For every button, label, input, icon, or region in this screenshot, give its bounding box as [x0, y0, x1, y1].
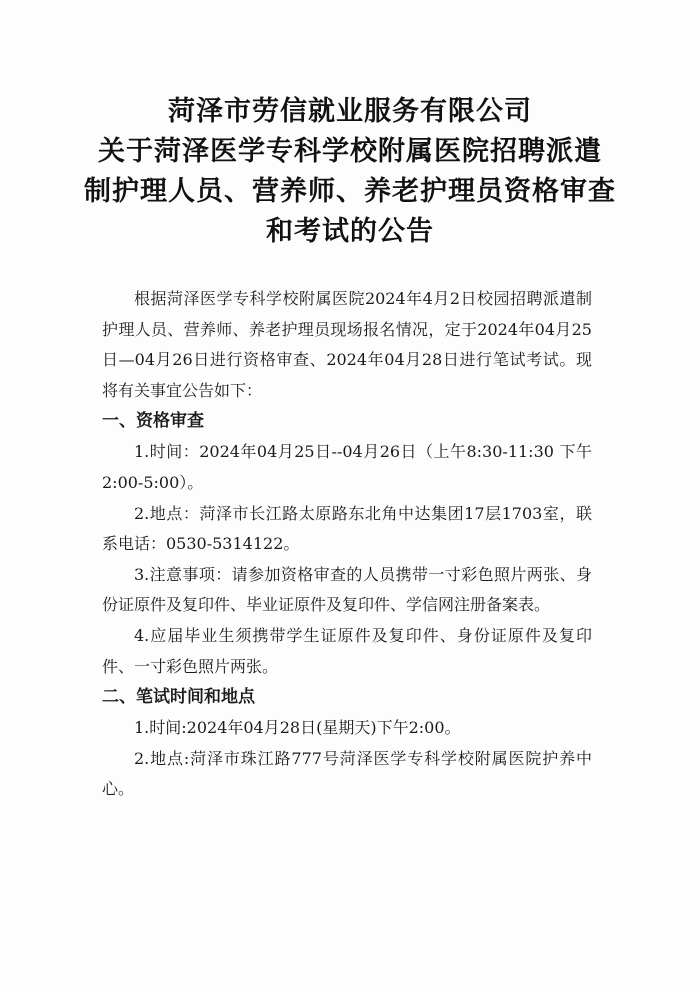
section-heading-written-exam: 二、笔试时间和地点 — [102, 687, 255, 708]
qualification-review-graduates: 4.应届毕业生须携带学生证原件及复印件、身份证原件及复印件、一寸彩色照片两张。 — [102, 625, 592, 676]
title-line-company: 菏泽市劳信就业服务有限公司 — [168, 96, 532, 127]
title-line-4: 和考试的公告 — [266, 216, 434, 247]
title-line-2: 关于菏泽医学专科学校附属医院招聘派遣 — [98, 136, 602, 167]
announcement-title — [0, 92, 700, 252]
qualification-review-location: 2.地点：菏泽市长江路太原路东北角中达集团17层1703室，联系电话：0530-5314122。 — [102, 503, 592, 554]
qualification-review-notes: 3.注意事项：请参加资格审查的人员携带一寸彩色照片两张、身份证原件及复印件、毕业证原件及复印件、学信网注册备案表。 — [102, 564, 592, 615]
written-exam-time: 1.时间:2024年04月28日(星期天)下午2:00。 — [134, 718, 461, 738]
intro-paragraph: 根据菏泽医学专科学校附属医院2024年4月2日校园招聘派遣制护理人员、营养师、养老护理员现场报名情况，定于2024年04月25日—04月26日进行资格审查、2024年04月28日进行笔试考试。现将有关事宜公告如下： — [102, 289, 592, 400]
qualification-review-time: 1.时间：2024年04月25日--04月26日（上午8:30-11:30 下午2:00-5:00）。 — [102, 442, 592, 492]
section-heading-qualification-review: 一、资格审查 — [102, 411, 204, 432]
announcement-body — [102, 284, 592, 805]
written-exam-location: 2.地点:菏泽市珠江路777号菏泽医学专科学校附属医院护养中心。 — [102, 748, 592, 799]
title-line-3: 制护理人员、营养师、养老护理员资格审查 — [84, 176, 616, 207]
